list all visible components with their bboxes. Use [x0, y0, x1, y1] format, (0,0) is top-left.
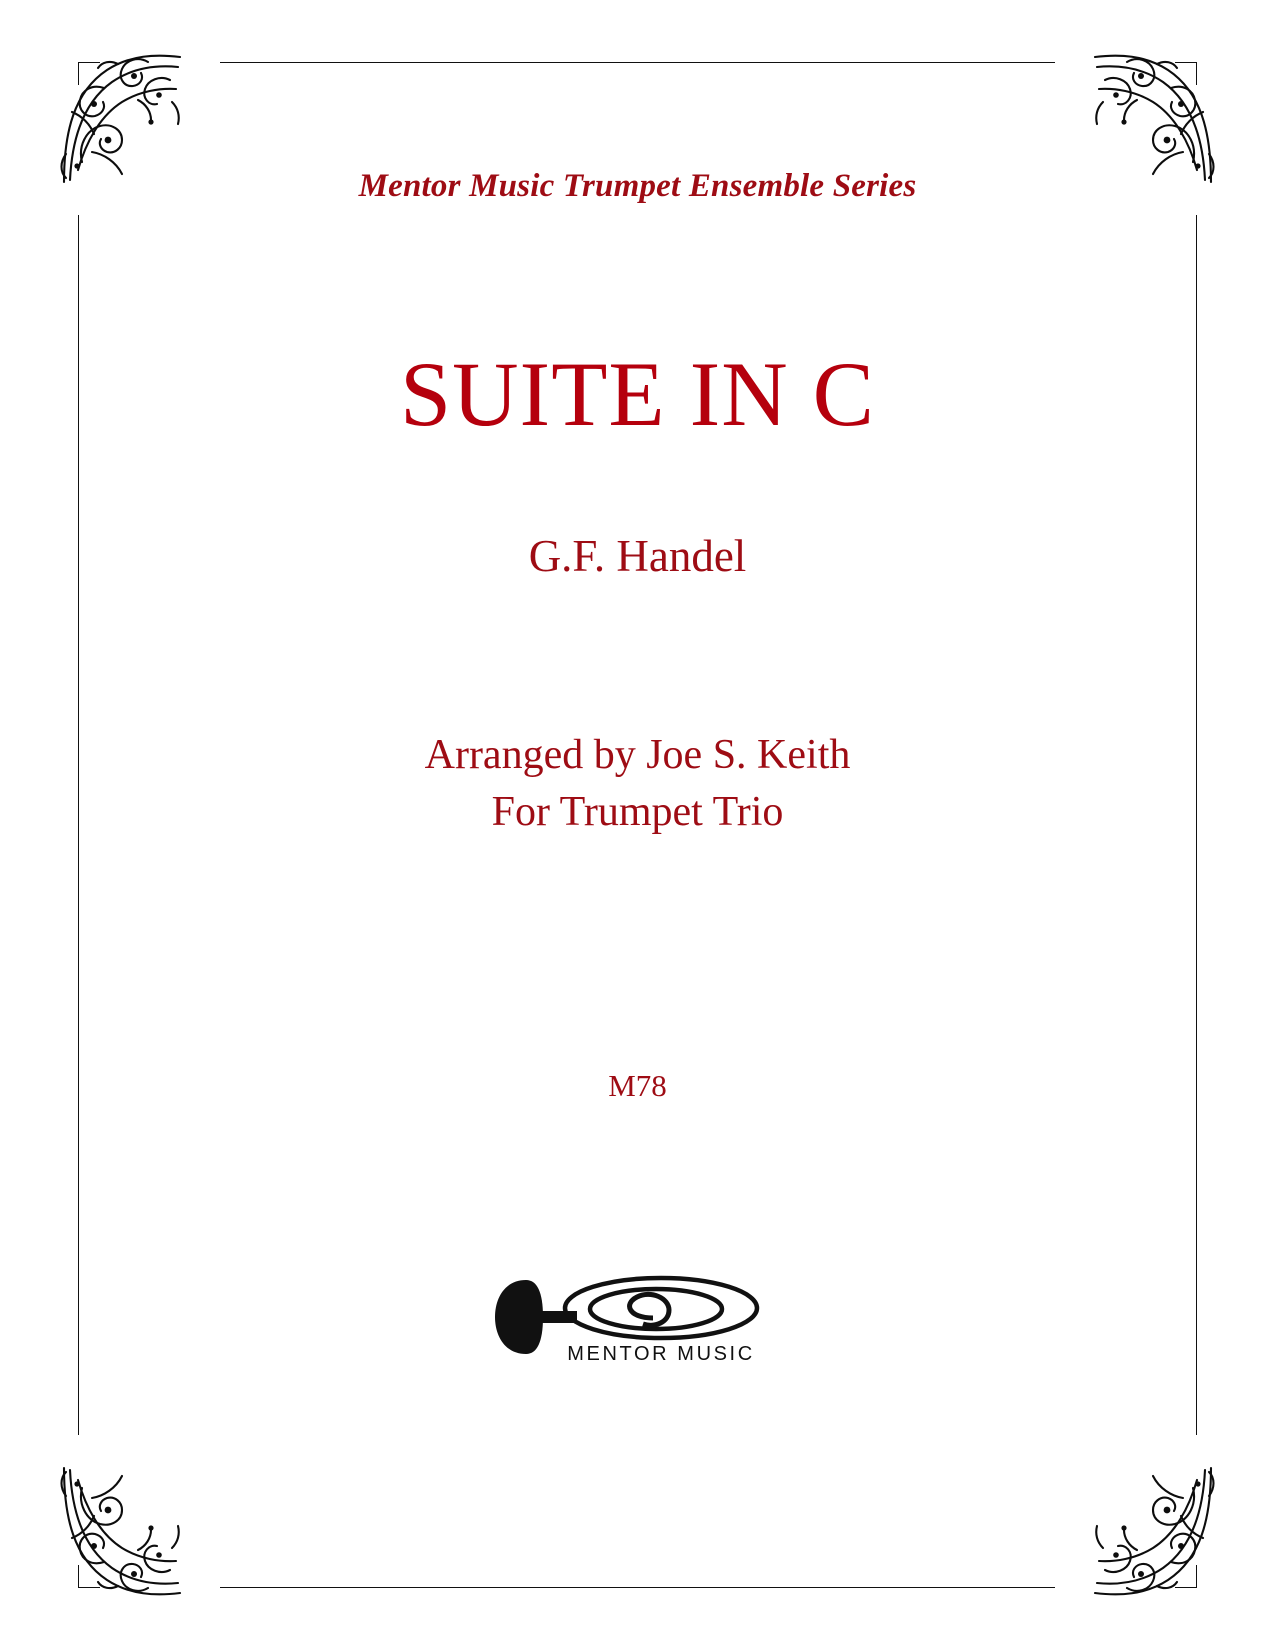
mentor-music-logo-icon	[493, 1262, 783, 1372]
arranger-credit	[0, 727, 1275, 840]
composer-name: G.F. Handel	[528, 531, 747, 581]
page-title: SUITE IN C	[399, 343, 876, 445]
corner-flourish-icon	[52, 1458, 202, 1608]
catalog-number: M78	[608, 1068, 667, 1104]
publisher-logo	[0, 1262, 1275, 1372]
series-title: Mentor Music Trumpet Ensemble Series	[358, 168, 917, 204]
arranger-line-2: For Trumpet Trio	[491, 788, 784, 835]
arranger-line-1: Arranged by Joe S. Keith	[424, 732, 851, 778]
publisher-name: MENTOR MUSIC	[566, 1343, 755, 1365]
corner-flourish-icon	[1073, 1458, 1223, 1608]
